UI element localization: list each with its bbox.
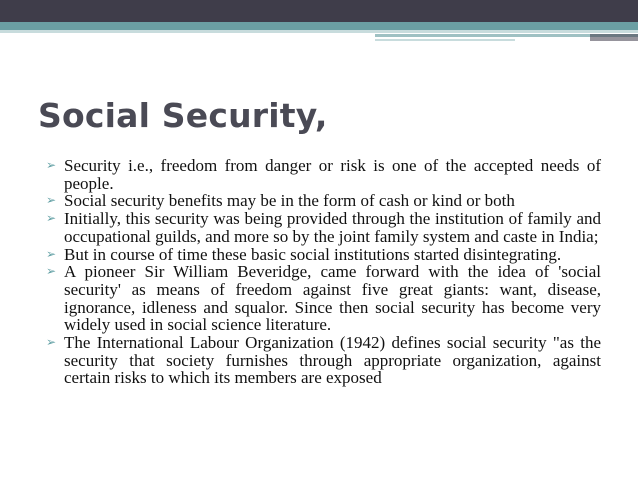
arrow-bullet-icon: ➢ [46, 211, 57, 226]
arrow-bullet-icon: ➢ [46, 158, 57, 172]
header-accent-strip [0, 22, 638, 30]
bullet-item [46, 246, 601, 264]
bullet-text: Social security benefits may be in the form of cash or kind or both [64, 191, 515, 211]
bullet-text: Initially, this security was being provided through the institution of family and occupational guilds, and more so by the joint family system and caste in India; [64, 209, 601, 246]
bullet-text: A pioneer Sir William Beveridge, came forward with the idea of 'social security' as means of freedom against five great giants: want, disease, ignorance, idleness and squalor. Since then social security has become very widely used in social science literature. [64, 262, 601, 335]
arrow-bullet-icon: ➢ [46, 264, 57, 279]
bullet-text: But in course of time these basic social institutions started disintegrating. [64, 244, 562, 264]
bullet-item [46, 157, 601, 192]
bullet-item [46, 210, 601, 245]
slide-title: Social Security, [38, 96, 328, 135]
bullet-list [46, 157, 601, 387]
bullet-item [46, 263, 601, 334]
header-accent-block [590, 34, 638, 41]
header-band [0, 0, 638, 22]
bullet-item [46, 192, 601, 210]
bullet-text: Security i.e., freedom from danger or risk is one of the accepted needs of people. [64, 156, 601, 193]
bullet-item [46, 334, 601, 387]
header-accent-line-short [375, 39, 515, 41]
arrow-bullet-icon: ➢ [46, 335, 57, 350]
arrow-bullet-icon: ➢ [46, 246, 57, 261]
bullet-text: The International Labour Organization (1942) defines social security "as the security that society furnishes through appropriate organization, against certain risks to which its members are exposed [64, 333, 601, 388]
arrow-bullet-icon: ➢ [46, 193, 57, 208]
header-light-strip [0, 30, 638, 33]
